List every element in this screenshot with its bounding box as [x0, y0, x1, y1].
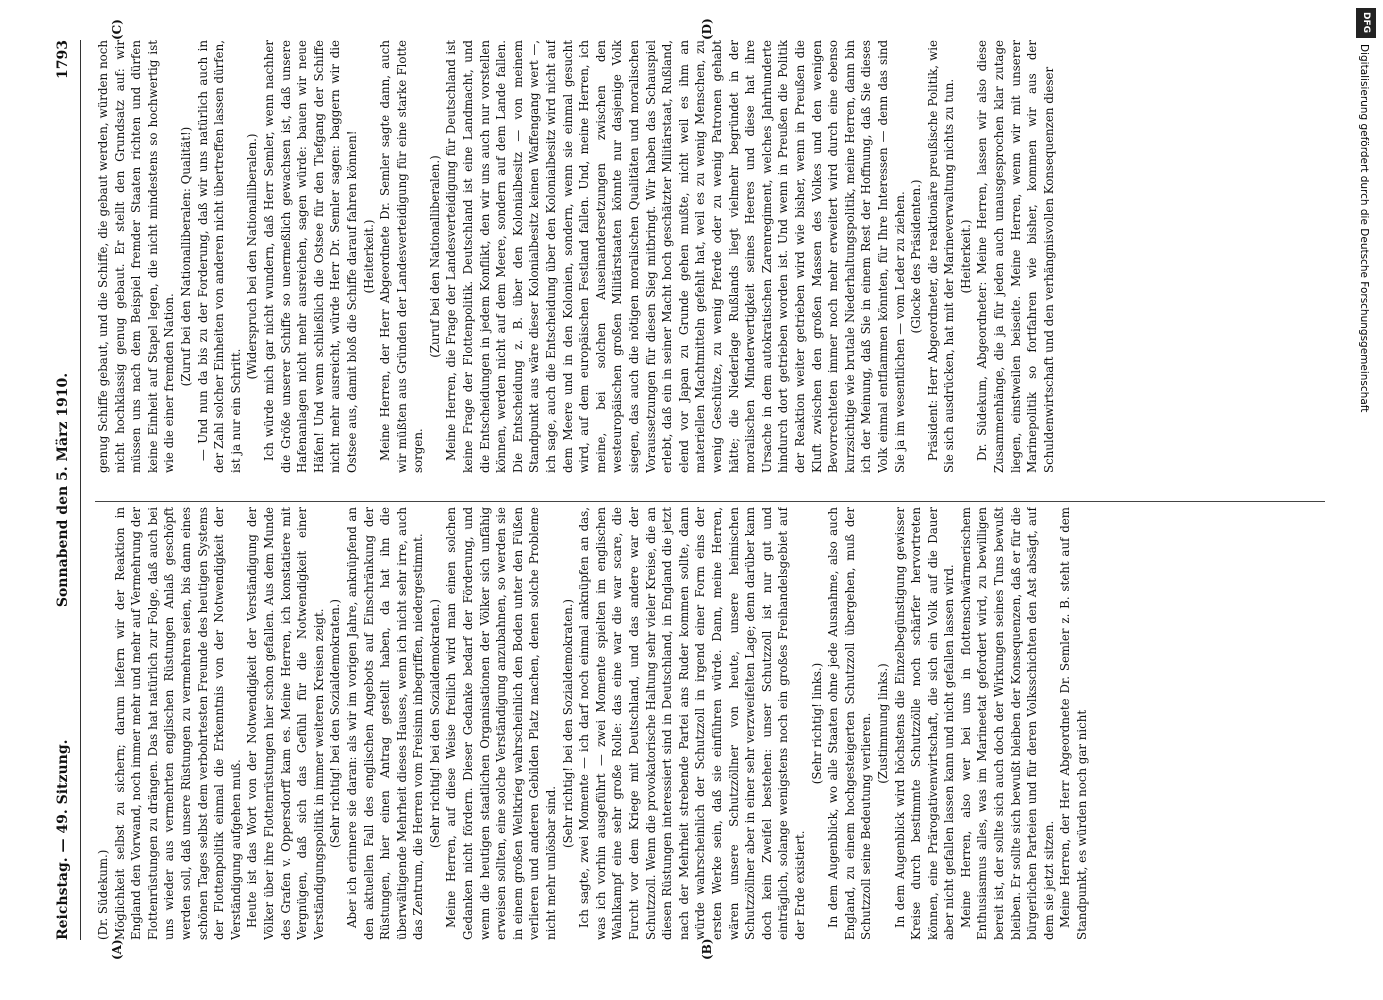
paragraph: In dem Augenblick, wo alle Staaten ohne jede Ausnahme, also auch England, zu einem hochgesteigerten Schutzzoll übergehen, muß der Schutzzoll seine Bedeutung verlieren.: [826, 507, 874, 940]
header-left: Reichstag. — 49. Sitzung.: [55, 739, 71, 940]
column-divider: [95, 501, 1325, 502]
interjection: (Sehr richtig! bei den Sozialdemokraten.): [328, 598, 343, 849]
header-rule: [80, 40, 81, 940]
margin-marker-b: (B): [700, 938, 714, 960]
paragraph: Möglichkeit selbst zu sichern; darum liefern wir der Reaktion in England den Vorwand, noch immer mehr und mehr auf Vermehrung der Flottenrüstungen zu drängen. Das hat natürlich zur Folge, daß auch bei uns wieder aus vermehrten englischen Rüstungen Anlaß geschöpft werden soll, daß unsere Rüstungen zu vermehren seien, bis dann eines schönen Tages selbst dem verbohrtesten Freunde des heutigen Systems der Flottenpolitik einmal die Erkenntnis von der Notwendigkeit der Verständigung aufgehen muß.: [112, 507, 243, 940]
interjection: (Widerspruch bei den Nationalliberalen.): [245, 133, 260, 380]
interjection: (Zustimmung links.): [875, 663, 890, 784]
interjection: (Heiterkeit.): [958, 219, 973, 294]
margin-marker-a: (A): [110, 939, 124, 960]
margin-marker-c: (C): [110, 19, 124, 40]
running-header: [55, 40, 77, 940]
right-column: [95, 40, 1345, 473]
paragraph: Aber ich erinnere sie daran: als wir im vorigen Jahre, anknüpfend an den aktuellen Fall des englischen Angebots auf Einschränkung der Rüstungen, hier einen Antrag gestellt haben, da hat ihn die überwältigende Mehrheit dieses Hauses, wenn ich nicht sehr irre, auch das Zentrum, die Herren vom Freisinn inbegriffen, niedergestimmt.: [344, 507, 426, 940]
dfg-credit-text: Digitalisierung gefördert durch die Deutsche Forschungsgemeinschaft: [1358, 44, 1370, 413]
interjection: (Heiterkeit.): [361, 219, 376, 294]
dfg-logo: DFG: [1356, 8, 1376, 38]
paragraph: Präsident: Herr Abgeordneter, die reaktionäre preußische Politik, wie Sie sich ausdrücken, hat mit der Marineverwaltung nichts zu tun.: [925, 40, 957, 473]
header-center: Sonnabend den 5. März 1910.: [55, 372, 71, 608]
paragraph: — Und nun da bis zu der Forderung, daß wir uns natürlich auch in der Zahl solcher Einheiten von anderen nicht übertreffen lassen dürfen, ist ja nur ein Schritt.: [195, 40, 243, 473]
dfg-credit: [1356, 8, 1376, 993]
paragraph: Meine Herren, der Herr Abgeordnete Dr. Semler sagte dann, auch wir müßten aus Gründen der Landesverteidigung für eine starke Flotte sorgen.: [378, 40, 426, 473]
paragraph: Ich würde mich gar nicht wundern, daß Herr Semler, wenn nachher die Größe unserer Schiffe so unermeßlich gewachsen ist, daß unsere Hafenanlagen nicht mehr ausreichen, sagen würde: bauen wir neue Häfen! Und wenn schließlich die Ostsee für den Tiefgang der Schiffe nicht mehr ausreicht, würde Herr Dr. Semler sagen: baggern wir die Ostsee aus, damit bloß die Schiffe darauf fahren können!: [261, 40, 359, 473]
page-number: 1793: [55, 40, 71, 79]
interjection: (Glocke des Präsidenten.): [909, 179, 924, 334]
paragraph: In dem Augenblick wird höchstens die Einzelbegünstigung gewisser Kreise durch bestimmte Schutzzölle noch schärfer hervortreten können, eine Prärogativenwirtschaft, die sich ein Volk auf die Dauer aber nicht gefallen lassen kann und nicht gefallen lassen wird.: [892, 507, 957, 940]
left-column: [95, 507, 1345, 940]
paragraph: Meine Herren, der Herr Abgeordnete Dr. Semler z. B. steht auf dem Standpunkt, es würden noch gar nicht: [1058, 507, 1090, 940]
paragraph: Ich sagte, zwei Momente — ich darf noch einmal anknüpfen an das, was ich vorhin ausgeführt — zwei Momente spielten im englischen Wahlkampf eine sehr große Rolle: das eine war die war scare, die Furcht vor dem Kriege mit Deutschland, und das andere war der Schutzzoll. Wenn die provokatorische Haltung sehr vieler Kreise, die an diesen Rüstungen interessiert sind in Deutschland, in England die jetzt nach der Mehrheit strebende Partei ans Ruder kommen sollte, dann würde wahrscheinlich der Schutzzoll in irgend einer Form eins der ersten Werke sein, daß sie einführen würde. Dann, meine Herren, wären unsere Schutzzöllner von heute, unsere heimischen Schutzzöllner aber in einer sehr verzweifelten Lage; denn darüber kann doch kein Zweifel bestehen: unser Schutzzoll ist nur gut und einträglich, solange wenigstens noch ein großes Freihandelsgebiet auf der Erde existiert.: [577, 507, 807, 940]
paragraph: Meine Herren, auf diese Weise freilich wird man einen solchen Gedanken nicht fördern. Dieser Gedanke bedarf der Förderung, und wenn die heutigen staatlichen Organisationen der Völker sich unfähig erweisen sollten, eine solche Verständigung anzubahnen, so werden sie in einem großen Weltkrieg wahrscheinlich den Boden unter den Füßen verlieren und anderen Gebilden Platz machen, denen solche Probleme nicht mehr unlösbar sind.: [444, 507, 559, 940]
paragraph: Meine Herren, die Frage der Landesverteidigung für Deutschland ist keine Frage der Flottenpolitik. Deutschland ist eine Landmacht, und die Entscheidungen in jedem Konflikt, den wir uns auch nur vorstellen können, werden nicht auf dem Meere, sondern auf dem Lande fallen. Die Entscheidung z. B. über den Kolonialbesitz — von meinem Standpunkt aus wäre dieser Kolonialbesitz keinen Waffengang wert —, ich sage, auch die Entscheidung über den Kolonialbesitz wird nicht auf dem Meere und in den Kolonien, sondern, wenn sie einmal gesucht wird, auf dem europäischen Festland fallen. Und, meine Herren, ich meine, bei solchen Auseinandersetzungen zwischen den westeuropäischen großen Militärstaaten könnte nur dasjenige Volk siegen, das auch die nötigen moralischen Qualitäten und moralischen Voraussetzungen für diesen Sieg mitbringt. Wir haben das Schauspiel erlebt, daß ein in seiner Macht hoch geschätzter Militärstaat, Rußland, elend vor Japan zu Grunde gehen mußte, nicht weil es ihm an materiellen Machtmitteln gefehlt hat, weil es zu wenig Menschen, zu wenig Geschütze, zu wenig Pferde oder zu wenig Patronen gehabt hätte; die Niederlage Rußlands liegt vielmehr begründet in der moralischen Minderwertigkeit seines Heeres und diese hat ihre Ursache in dem autokratischen Zarenregiment, welches Jahrhunderte hindurch dort getrieben worden ist. Und wenn in Preußen die Politik der Reaktion weiter getrieben wird wie bisher, wenn in Preußen die Kluft zwischen den großen Massen des Volkes und den wenigen Bevorrechteten immer noch mehr erweitert wird durch eine ebenso kurzsichtige wie brutale Niederhaltungspolitik, meine Herren, dann bin ich der Meinung, daß Sie in einem Rest der Hoffnung, daß Sie dieses Volk einmal entflammen könnten, für Ihre Interessen — denn das sind Sie ja im wesentlichen — vom Leder zu ziehen.: [444, 40, 907, 473]
paragraph: genug Schiffe gebaut, und die Schiffe, die gebaut werden, würden noch nicht hochklassig genug gebaut. Er stellt den Grundsatz auf: wir müssen uns nach dem Beispiel fremder Staaten richten und dürfen keine Einheit auf Stapel legen, die nicht mindestens so hochwertig ist wie die einer fremden Nation.: [96, 40, 177, 473]
paragraph: (Dr. Südekum.): [96, 849, 110, 940]
interjection: (Sehr richtig! links.): [809, 662, 824, 785]
margin-marker-d: (D): [700, 18, 714, 40]
interjection: (Sehr richtig! bei den Sozialdemokraten.): [560, 598, 575, 849]
interjection: (Sehr richtig! bei den Sozialdemokraten.): [427, 598, 442, 849]
paragraph: Heute ist das Wort von der Notwendigkeit der Verständigung der Völker über ihre Flottenrüstungen hier schon gefallen. Aus dem Munde des Grafen v. Oppersdorff kam es. Meine Herren, ich konstatiere mit Vergnügen, daß sich das Gefühl für die Notwendigkeit einer Verständigungspolitik in immer weiteren Kreisen zeigt.: [245, 507, 326, 940]
interjection: (Zuruf bei den Nationalliberalen: Qualität!): [178, 126, 193, 387]
paragraph: Meine Herren, also wer bei uns in flottenschwärmerischem Enthusiasmus alles, was im Marineetat gefordert wird, zu bewilligen bereit ist, der sollte sich auch doch der Wirkungen seines Tuns bewußt bleiben. Er sollte sich bewußt bleiben der Konsequenzen, daß er für die bürgerlichen Parteien und für deren Volksschichten den Ast absägt, auf dem sie jetzt sitzen.: [958, 507, 1056, 940]
paragraph: Dr. Südekum, Abgeordneter: Meine Herren, lassen wir also diese Zusammenhänge, die ja für jeden auch unausgesprochen klar zutage liegen, einstweilen beiseite. Meine Herren, wenn wir mit unserer Marinepolitik so fortfahren wie bisher, kommen wir aus der Schuldenwirtschaft und den verhängnisvollen Konsequenzen dieser: [975, 40, 1056, 473]
interjection: (Zuruf bei den Nationalliberalen.): [427, 155, 442, 358]
